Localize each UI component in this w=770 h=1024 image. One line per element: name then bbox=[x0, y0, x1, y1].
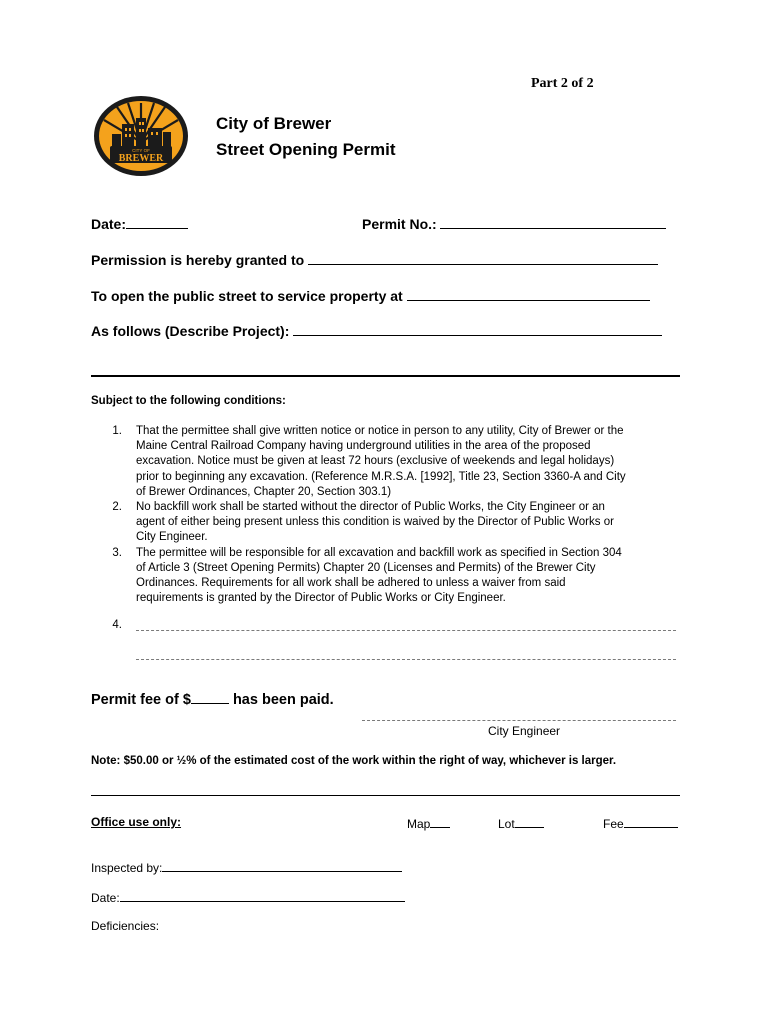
condition-line: No backfill work shall be started without the director of Public Works, the City Engineer or an bbox=[136, 501, 605, 514]
inspection-date-label: Date: bbox=[91, 891, 120, 905]
describe-project-extra-line[interactable] bbox=[91, 375, 680, 377]
lot-input-line[interactable] bbox=[515, 815, 544, 828]
service-property-input-line[interactable] bbox=[407, 288, 650, 301]
permit-number-field bbox=[362, 216, 666, 232]
condition-line: That the permittee shall give written notice or notice in person to any utility, City of Brewer or the bbox=[136, 425, 624, 437]
service-property-field bbox=[91, 288, 650, 304]
condition-line: requirements is granted by the Director of Public Works or City Engineer. bbox=[136, 592, 506, 605]
map-input-line[interactable] bbox=[430, 815, 450, 828]
city-seal-icon bbox=[92, 94, 190, 178]
condition-number: 2. bbox=[112, 501, 122, 514]
conditions-list bbox=[102, 424, 682, 606]
condition-line: of Article 3 (Street Opening Permits) Chapter 20 (Licenses and Permits) of the Brewer City bbox=[136, 561, 596, 574]
condition-line: Maine Central Railroad Company having underground utilities in the area of the proposed bbox=[136, 440, 591, 453]
describe-project-label: As follows (Describe Project): bbox=[91, 323, 290, 339]
condition-number: 3. bbox=[112, 546, 122, 559]
fee-note: Note: $50.00 or ½% of the estimated cost of the work within the right of way, whichever is larger. bbox=[91, 755, 617, 767]
condition-line: Ordinances. Requirements for all work shall be adhered to unless a waiver from said bbox=[136, 577, 566, 590]
fee-label: Fee bbox=[603, 817, 624, 831]
condition-number-4: 4. bbox=[112, 619, 122, 631]
granted-to-field bbox=[91, 252, 658, 268]
describe-project-input-line[interactable] bbox=[293, 323, 662, 336]
inspected-by-field bbox=[91, 859, 402, 875]
deficiencies-label: Deficiencies: bbox=[91, 919, 160, 933]
office-use-heading: Office use only: bbox=[91, 815, 182, 829]
condition-4-line-1[interactable] bbox=[136, 630, 676, 631]
logo-text-main: BREWER bbox=[118, 153, 164, 164]
map-label: Map bbox=[407, 817, 431, 831]
granted-to-label: Permission is hereby granted to bbox=[91, 252, 305, 268]
service-property-label: To open the public street to service property at bbox=[91, 288, 403, 304]
granted-to-input-line[interactable] bbox=[308, 252, 658, 265]
city-engineer-signature-line[interactable] bbox=[362, 720, 676, 721]
inspection-date-field bbox=[91, 889, 405, 905]
document-title-permit: Street Opening Permit bbox=[216, 140, 396, 159]
condition-item-3 bbox=[102, 546, 682, 607]
city-engineer-label: City Engineer bbox=[488, 724, 561, 738]
inspection-date-input-line[interactable] bbox=[120, 889, 405, 902]
condition-number: 1. bbox=[112, 425, 122, 437]
condition-line: excavation. Notice must be given at least 72 hours (exclusive of weekends and legal holidays) bbox=[136, 455, 615, 468]
fee-field bbox=[603, 815, 678, 831]
document-title-city: City of Brewer bbox=[216, 114, 332, 133]
condition-line: of Brewer Ordinances, Chapter 20, Section 303.1) bbox=[136, 485, 392, 498]
conditions-heading: Subject to the following conditions: bbox=[91, 395, 286, 407]
permit-fee-input-line[interactable] bbox=[191, 691, 229, 704]
logo-text-top: CITY OF bbox=[132, 148, 150, 153]
describe-project-field bbox=[91, 323, 662, 339]
date-field bbox=[91, 216, 188, 232]
condition-item-1 bbox=[102, 424, 682, 500]
page-part-indicator: Part 2 of 2 bbox=[531, 76, 594, 91]
condition-line: prior to beginning any excavation. (Reference M.R.S.A. [1992], Title 23, Section 3360-A and City bbox=[136, 470, 626, 483]
lot-label: Lot bbox=[498, 817, 515, 831]
condition-line: City Engineer. bbox=[136, 531, 208, 544]
city-seal-logo bbox=[92, 94, 190, 178]
condition-line: agent of either being present unless this condition is waived by the Director of Public Works or bbox=[136, 516, 614, 529]
fee-input-line[interactable] bbox=[624, 815, 678, 828]
inspected-by-label: Inspected by: bbox=[91, 861, 163, 875]
inspected-by-input-line[interactable] bbox=[162, 859, 402, 872]
permit-number-label: Permit No.: bbox=[362, 216, 437, 232]
date-label: Date: bbox=[91, 216, 127, 232]
permit-number-input-line[interactable] bbox=[440, 216, 666, 229]
condition-4-line-2[interactable] bbox=[136, 659, 676, 660]
condition-item-2 bbox=[102, 500, 682, 546]
permit-fee-label: Permit fee of $ bbox=[91, 692, 191, 708]
permit-fee-paid-label: has been paid. bbox=[232, 692, 334, 708]
lot-field bbox=[498, 815, 544, 831]
date-input-line[interactable] bbox=[126, 216, 188, 229]
section-divider bbox=[91, 795, 680, 796]
permit-fee-statement bbox=[91, 691, 334, 708]
condition-line: The permittee will be responsible for all excavation and backfill work as specified in Section 304 bbox=[136, 546, 622, 559]
map-field bbox=[407, 815, 450, 831]
